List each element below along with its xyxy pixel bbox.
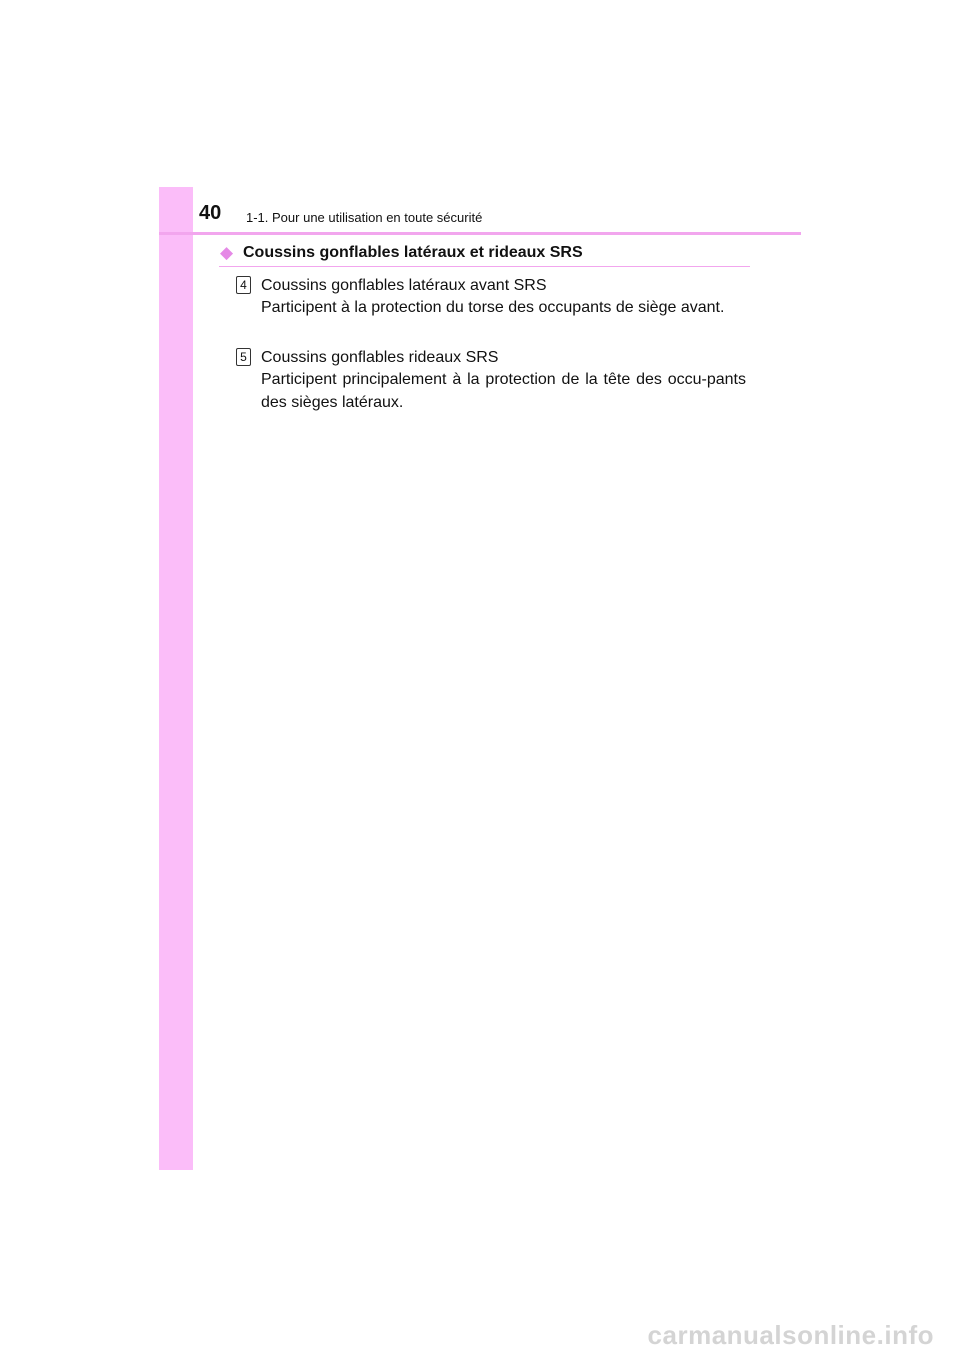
section-heading-text: Coussins gonflables latéraux et rideaux SRS	[243, 244, 583, 261]
section-heading	[219, 242, 750, 267]
item-description: Participent à la protection du torse des occupants de siège avant.	[261, 299, 725, 316]
watermark	[0, 1318, 960, 1358]
item-number-badge: 5	[236, 348, 251, 366]
side-band	[159, 187, 193, 1170]
item-title: Coussins gonflables latéraux avant SRS	[261, 277, 547, 294]
watermark-text: carmanualsonline.info	[647, 1320, 934, 1350]
running-head: 1-1. Pour une utilisation en toute sécurité	[246, 210, 483, 225]
list-item	[236, 347, 746, 413]
list-item	[236, 275, 746, 341]
item-number-badge: 4	[236, 276, 251, 294]
item-description: Participent principalement à la protection de la tête des occu-pants des sièges latéraux.	[261, 371, 746, 411]
diamond-bullet-icon: ◆	[220, 243, 234, 262]
header-rule	[159, 232, 801, 235]
item-title: Coussins gonflables rideaux SRS	[261, 349, 499, 366]
page-number: 40	[199, 202, 222, 224]
